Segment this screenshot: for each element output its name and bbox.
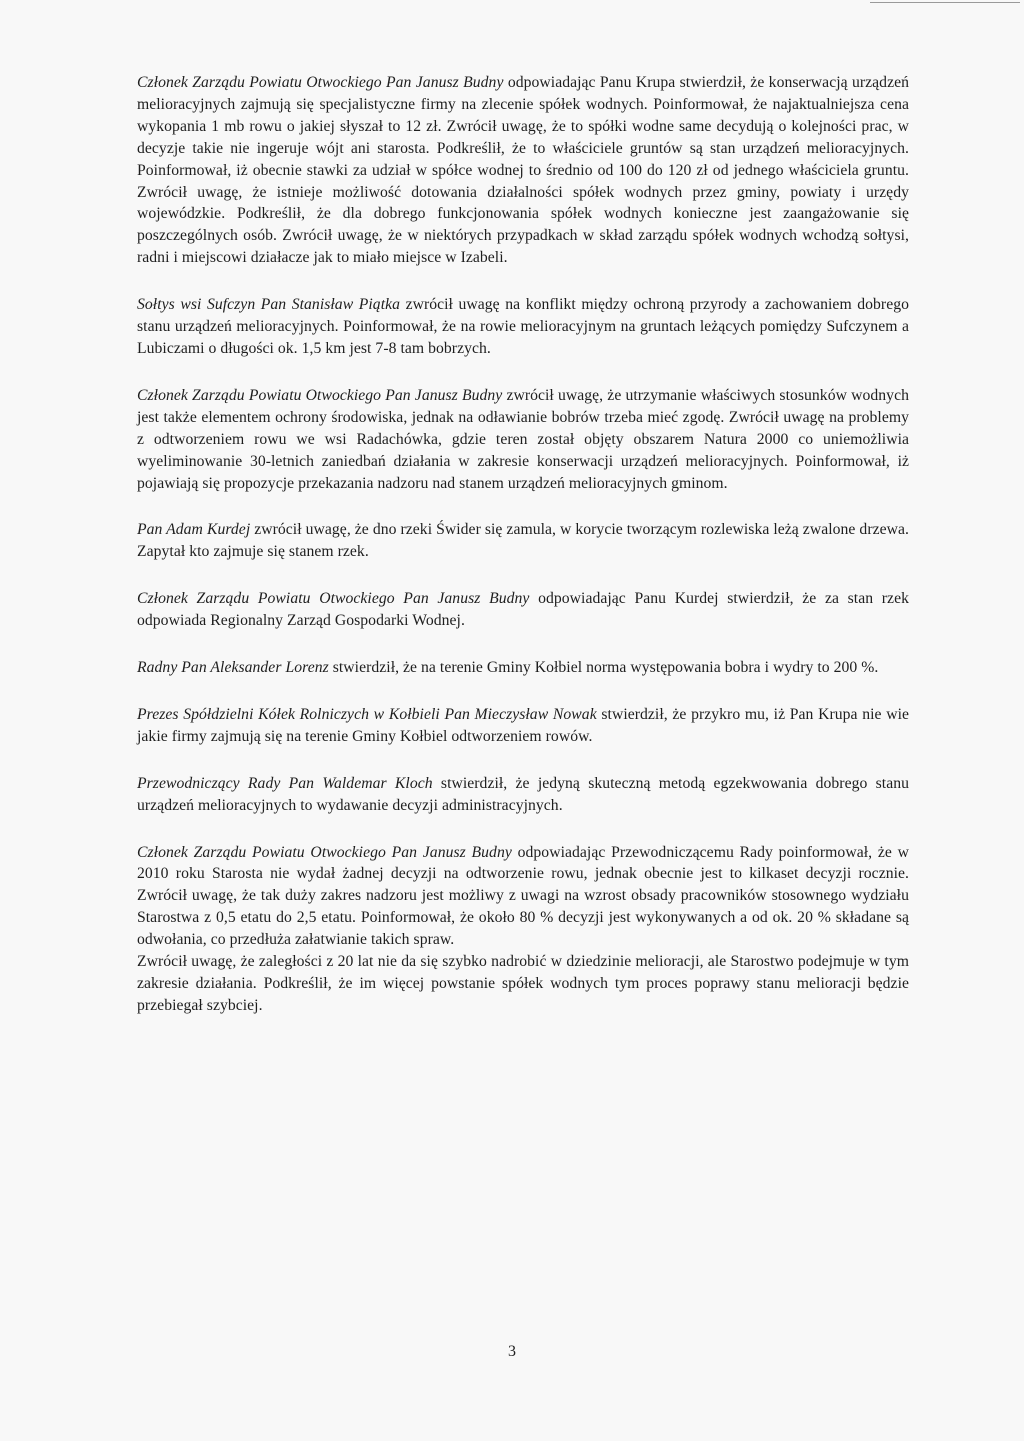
scan-edge-line	[870, 2, 1020, 3]
document-body	[137, 72, 909, 1017]
paragraph	[137, 294, 909, 360]
paragraph-text: Zwrócił uwagę, że zaległości z 20 lat nie da się szybko nadrobić w dziedzinie melioracji, ale Starostwo podejmuje w tym zakresie działania. Podkreślił, że im więcej powstanie spółek wodnych tym proces poprawy stanu melioracji będzie przebiegał szybciej.	[137, 953, 909, 1014]
paragraph-text: zwrócił uwagę na konflikt między ochroną przyrody a zachowaniem dobrego stanu urządzeń melioracyjnych. Poinformował, że na rowie melioracyjnym na gruntach leżących pomiędzy Sufczynem a Lubiczami o długości ok. 1,5 km jest 7-8 tam bobrzych.	[137, 296, 909, 357]
speaker-name: Sołtys wsi Sufczyn Pan Stanisław Piątka	[137, 296, 401, 314]
paragraph	[137, 704, 909, 748]
paragraph	[137, 588, 909, 632]
paragraph-text: zwrócił uwagę, że utrzymanie właściwych stosunków wodnych jest także elementem ochrony środowiska, jednak na odławianie bobrów trzeba mieć zgodę. Zwrócił uwagę na problemy z odtworzeniem rowu we wsi Radachówka, gdzie teren został objęty obszarem Natura 2000 co uniemożliwia wyeliminowanie 30-letnich zaniedbań działania w zakresie konserwacji urządzeń melioracyjnych. Poinformował, iż pojawiają się propozycje przekazania nadzoru nad stanem urządzeń melioracyjnych gminom.	[137, 386, 909, 492]
paragraph-text: odpowiadając Panu Krupa stwierdził, że konserwacją urządzeń melioracyjnych zajmują się specjalistyczne firmy na zlecenie spółek wodnych. Poinformował, że najaktualniejsza cena wykopania 1 mb rowu o jakiej słyszał to 12 zł. Zwrócił uwagę, że to spółki wodne same decydują o kolejności prac, w decyzje takie nie ingeruje wójt ani starosta. Podkreślił, że to właściciele gruntów są stan urządzeń melioracyjnych. Poinformował, iż obecnie stawki za udział w spółce wodnej to średnio od 100 do 120 zł od jednego właściciela gruntu. Zwrócił uwagę, że istnieje możliwość dotowania działalności spółek wodnych przez gminy, powiaty i urzędy wojewódzkie. Podkreślił, że dla dobrego funkcjonowania spółek wodnych konieczne jest zaangażowanie się poszczególnych osób. Zwrócił uwagę, że w niektórych przypadkach w skład zarządu spółek wodnych wchodzą sołtysi, radni i miejscowi działacze jak to miało miejsce w Izabeli.	[137, 74, 909, 267]
speaker-name: Prezes Spółdzielni Kółek Rolniczych w Kołbieli Pan Mieczysław Nowak	[137, 705, 597, 723]
paragraph-text: odpowiadając Przewodniczącemu Rady poinformował, że w 2010 roku Starosta nie wydał żadnej decyzji na odtworzenie rowu, jednak obecnie jest to kilkaset decyzji rocznie. Zwrócił uwagę, że tak duży zakres nadzoru jest możliwy z uwagi na wzrost obsady pracowników stosownego wydziału Starostwa z 0,5 etatu do 2,5 etatu. Poinformował, że około 80 % decyzji jest wykonywanych a od ok. 20 % składane są odwołania, co przedłuża załatwianie takich spraw.	[137, 843, 909, 949]
paragraph	[137, 951, 909, 1017]
paragraph	[137, 842, 909, 952]
speaker-name: Członek Zarządu Powiatu Otwockiego Pan Janusz Budny	[137, 74, 504, 91]
speaker-name: Przewodniczący Rady Pan Waldemar Kloch	[137, 774, 433, 792]
speaker-name: Członek Zarządu Powiatu Otwockiego Pan Janusz Budny	[137, 590, 530, 608]
paragraph-text: stwierdził, że przykro mu, iż Pan Krupa nie wie jakie firmy zajmują się na terenie Gminy Kołbiel odtworzeniem rowów.	[137, 705, 910, 745]
paragraph-text: zwrócił uwagę, że dno rzeki Świder się zamula, w korycie tworzącym rozlewiska leżą zwalone drzewa. Zapytał kto zajmuje się stanem rzek.	[137, 521, 909, 561]
paragraph	[137, 72, 909, 269]
speaker-name: Pan Adam Kurdej	[137, 521, 251, 539]
paragraph	[137, 657, 909, 679]
page-number: 3	[508, 1343, 516, 1360]
speaker-name: Członek Zarządu Powiatu Otwockiego Pan Janusz Budny	[137, 843, 512, 861]
speaker-name: Radny Pan Aleksander Lorenz	[137, 659, 329, 677]
paragraph	[137, 519, 909, 563]
paragraph	[137, 773, 909, 817]
paragraph-text: odpowiadając Panu Kurdej stwierdził, że za stan rzek odpowiada Regionalny Zarząd Gospodarki Wodnej.	[137, 590, 909, 630]
paragraph-text: stwierdził, że na terenie Gminy Kołbiel norma występowania bobra i wydry to 200 %.	[328, 659, 879, 677]
paragraph-text: stwierdził, że jedyną skuteczną metodą egzekwowania dobrego stanu urządzeń melioracyjnych to wydawanie decyzji administracyjnych.	[137, 774, 910, 814]
paragraph	[137, 385, 909, 495]
speaker-name: Członek Zarządu Powiatu Otwockiego Pan Janusz Budny	[137, 386, 503, 404]
